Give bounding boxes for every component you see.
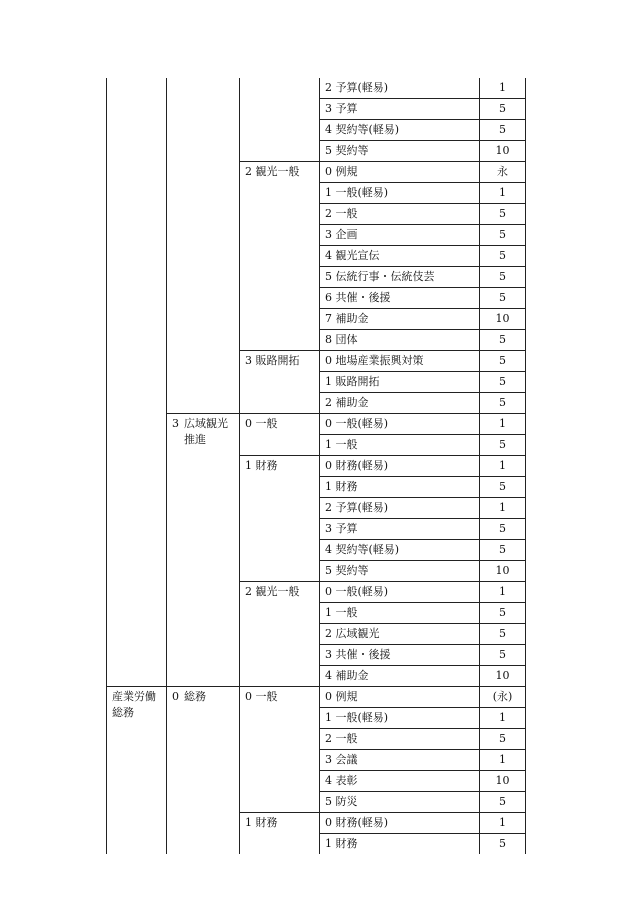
document-type: 2 一般	[320, 729, 480, 750]
category-minor	[240, 78, 320, 162]
category-major	[107, 687, 167, 855]
retention-period: 5	[480, 834, 526, 855]
document-type: 3 会議	[320, 750, 480, 771]
document-type: 0 例規	[320, 687, 480, 708]
category-middle	[167, 687, 240, 855]
document-type: 1 一般(軽易)	[320, 183, 480, 204]
retention-period: 1	[480, 813, 526, 834]
document-type: 7 補助金	[320, 309, 480, 330]
retention-period: 5	[480, 519, 526, 540]
document-type: 1 財務	[320, 477, 480, 498]
retention-period: (永)	[480, 687, 526, 708]
category-minor: 2 観光一般	[240, 582, 320, 687]
retention-period: 5	[480, 330, 526, 351]
document-type: 2 予算(軽易)	[320, 78, 480, 99]
category-major	[107, 78, 167, 687]
document-type: 5 契約等	[320, 141, 480, 162]
retention-period: 1	[480, 456, 526, 477]
retention-period: 5	[480, 603, 526, 624]
table-body	[107, 78, 526, 854]
document-type: 4 観光宣伝	[320, 246, 480, 267]
document-type: 5 契約等	[320, 561, 480, 582]
document-type: 3 予算	[320, 519, 480, 540]
document-type: 3 共催・後援	[320, 645, 480, 666]
retention-period: 10	[480, 771, 526, 792]
retention-period: 5	[480, 288, 526, 309]
retention-period: 5	[480, 99, 526, 120]
document-type: 1 財務	[320, 834, 480, 855]
retention-schedule-table	[106, 78, 526, 854]
document-type: 2 補助金	[320, 393, 480, 414]
retention-period: 1	[480, 414, 526, 435]
document-type: 0 例規	[320, 162, 480, 183]
category-minor: 0 一般	[240, 414, 320, 456]
retention-period: 10	[480, 561, 526, 582]
retention-period: 5	[480, 729, 526, 750]
retention-period: 1	[480, 708, 526, 729]
document-type: 1 販路開拓	[320, 372, 480, 393]
category-minor: 1 財務	[240, 456, 320, 582]
table-row	[107, 414, 526, 435]
category-middle	[167, 78, 240, 414]
category-major-label: 産業労働	[112, 690, 156, 703]
document-type: 8 団体	[320, 330, 480, 351]
retention-period: 5	[480, 372, 526, 393]
document-type: 0 一般(軽易)	[320, 582, 480, 603]
retention-period: 5	[480, 120, 526, 141]
retention-period: 5	[480, 624, 526, 645]
category-minor: 0 一般	[240, 687, 320, 813]
retention-period: 5	[480, 246, 526, 267]
document-type: 0 一般(軽易)	[320, 414, 480, 435]
table-row	[107, 78, 526, 99]
category-middle-number: 0	[172, 690, 179, 703]
document-type: 3 企画	[320, 225, 480, 246]
category-minor: 2 観光一般	[240, 162, 320, 351]
retention-period: 1	[480, 498, 526, 519]
retention-period: 5	[480, 477, 526, 498]
document-type: 6 共催・後援	[320, 288, 480, 309]
table-row	[107, 687, 526, 708]
retention-period: 5	[480, 225, 526, 246]
document-type: 4 契約等(軽易)	[320, 120, 480, 141]
document-type: 2 広域観光	[320, 624, 480, 645]
document-type: 4 表彰	[320, 771, 480, 792]
document-type: 4 補助金	[320, 666, 480, 687]
category-middle-label: 総務	[184, 690, 206, 703]
category-minor: 3 販路開拓	[240, 351, 320, 414]
document-type: 2 予算(軽易)	[320, 498, 480, 519]
retention-period: 10	[480, 309, 526, 330]
retention-period: 1	[480, 582, 526, 603]
category-middle-label: 広域観光	[184, 417, 228, 430]
category-middle-number: 3	[172, 417, 179, 430]
retention-period: 5	[480, 645, 526, 666]
document-type: 1 一般	[320, 603, 480, 624]
document-type: 5 伝統行事・伝統伎芸	[320, 267, 480, 288]
category-minor: 1 財務	[240, 813, 320, 855]
category-major-label-line2: 総務	[112, 706, 134, 719]
retention-period: 5	[480, 540, 526, 561]
retention-period: 5	[480, 267, 526, 288]
retention-period: 5	[480, 792, 526, 813]
document-type: 2 一般	[320, 204, 480, 225]
retention-period: 1	[480, 78, 526, 99]
retention-period: 10	[480, 666, 526, 687]
document-type: 5 防災	[320, 792, 480, 813]
document-type: 0 財務(軽易)	[320, 813, 480, 834]
retention-period: 5	[480, 351, 526, 372]
document-type: 4 契約等(軽易)	[320, 540, 480, 561]
retention-period: 10	[480, 141, 526, 162]
document-type: 1 一般	[320, 435, 480, 456]
document-type: 3 予算	[320, 99, 480, 120]
document-type: 0 地場産業振興対策	[320, 351, 480, 372]
retention-period: 永	[480, 162, 526, 183]
retention-period: 1	[480, 750, 526, 771]
retention-period: 5	[480, 204, 526, 225]
category-middle	[167, 414, 240, 687]
document-type: 0 財務(軽易)	[320, 456, 480, 477]
document-type: 1 一般(軽易)	[320, 708, 480, 729]
retention-period: 5	[480, 435, 526, 456]
category-middle-label-line2: 推進	[184, 433, 206, 446]
retention-period: 5	[480, 393, 526, 414]
retention-period: 1	[480, 183, 526, 204]
